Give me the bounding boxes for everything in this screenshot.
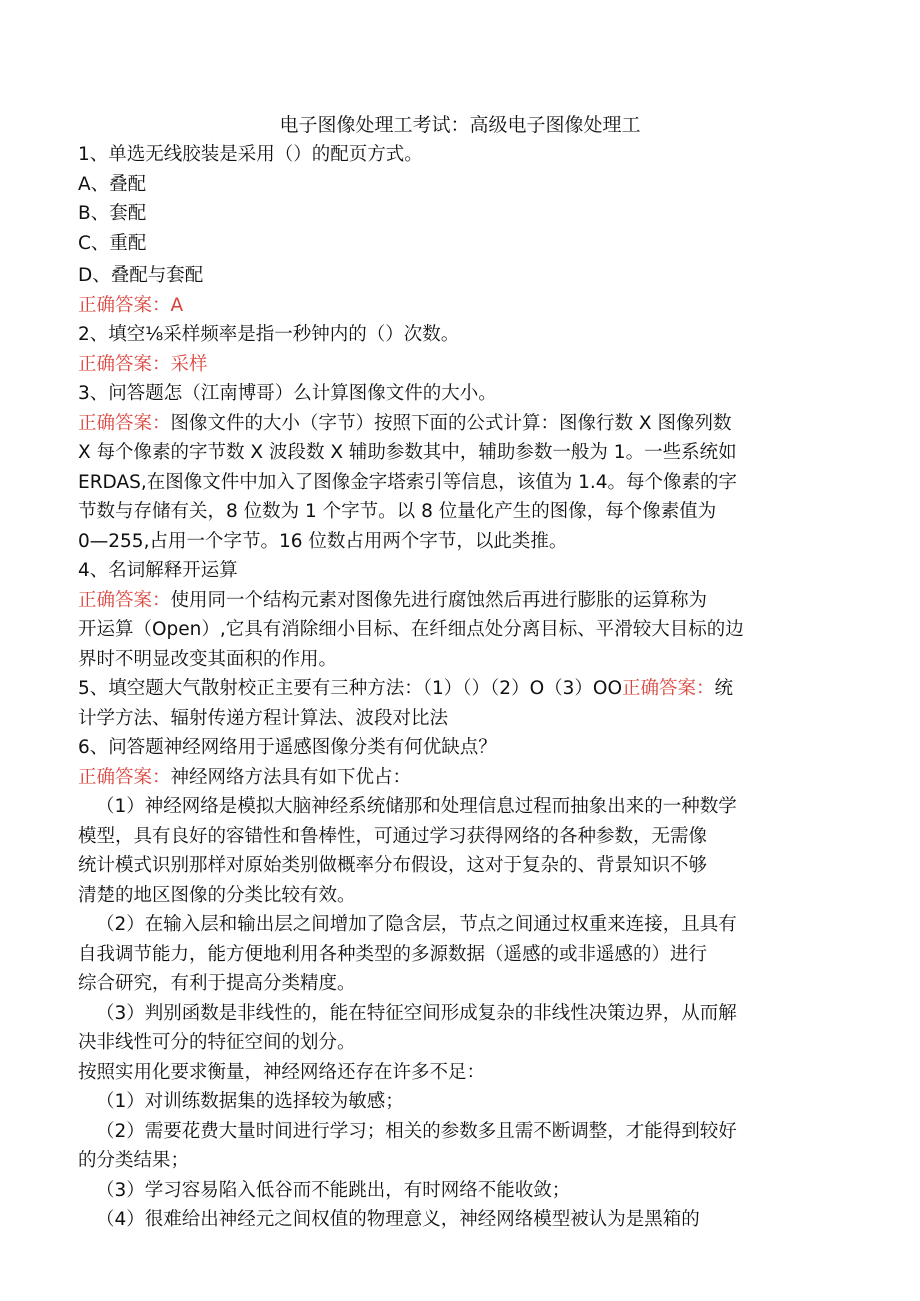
option-b: B、套配: [78, 203, 147, 224]
answer-3-line-4: 节数与存储有关，8 位数为 1 个字节。以 8 位量化产生的图像，每个像素值为: [78, 501, 717, 522]
answer-5-line-2: 计学方法、辐射传递方程计算法、波段对比法: [78, 707, 449, 729]
answer-3-line-1: [78, 409, 838, 439]
answer-4-text-1: 使用同一个结构元素对图像先进行腐蚀然后再进行膨胀的运算称为: [170, 589, 708, 611]
answer-label: 正确答案：: [78, 294, 171, 316]
answer-label: 正确答案：: [622, 678, 715, 699]
answer-3-line-3: ERDAS,在图像文件中加入了图像金字塔索引等信息，该值为 1.4。每个像素的字: [78, 471, 738, 493]
option-d: D、叠配与套配: [78, 265, 204, 286]
answer-4-line-3: 界时不明显改变其面积的作用。: [78, 648, 338, 670]
answer-label: 正确答案：: [78, 766, 171, 788]
question-5: [78, 674, 838, 704]
question-6: 6、问答题神经网络用于遥感图像分类有何优缺点？: [78, 737, 497, 758]
question-2: 2、填空⅛采样频率是指一秒钟内的（）次数。: [78, 324, 460, 345]
answer-5-text-1: 统: [714, 678, 734, 699]
question-3: 3、问答题怎（江南博哥）么计算图像文件的大小。: [78, 383, 497, 404]
option-c: C、重配: [78, 232, 147, 254]
answer-1: [78, 291, 838, 321]
answer-2-value: 采样: [170, 353, 208, 375]
question-4: 4、名词解释开运算: [78, 560, 238, 581]
advantage-3-line-2: 决非线性可分的特征空间的划分。: [78, 1032, 356, 1053]
answer-3-line-2: X 每个像素的字节数 X 波段数 X 辅助参数其中，辅助参数一般为 1。一些系统如: [78, 442, 737, 463]
disadvantage-1: （1）对训练数据集的选择较为敏感；: [96, 1091, 404, 1112]
answer-label: 正确答案：: [78, 412, 171, 434]
answer-4-line-2: 开运算（Open）,它具有消除细小目标、在纤细点处分离目标、平滑较大目标的边: [78, 619, 744, 640]
option-a: A、叠配: [78, 173, 147, 195]
document-body: [78, 140, 838, 1235]
advantage-3-line-1: （3）判别函数是非线性的，能在特征空间形成复杂的非线性决策边界，从而解: [96, 1002, 737, 1024]
answer-2: [78, 350, 838, 380]
disadvantage-3: （3）学习容易陷入低谷而不能跳出，有时网络不能收敛；: [96, 1179, 571, 1201]
question-5-text: 5、填空题大气散射校正主要有三种方法：（1）（）（2）O（3）OO: [78, 678, 623, 699]
answer-3-text-1: 图像文件的大小（字节）按照下面的公式计算：图像行数 X 图像列数: [170, 412, 732, 434]
advantage-2-line-3: 综合研究，有利于提高分类精度。: [78, 973, 356, 994]
answer-6-intro: [78, 763, 838, 793]
answer-label: 正确答案：: [78, 589, 171, 611]
advantage-1-line-3: 统计模式识别那样对原始类别做概率分布假设，这对于复杂的、背景知识不够: [78, 855, 708, 876]
disadvantage-2-line-2: 的分类结果；: [78, 1150, 190, 1171]
advantage-2-line-1: （2）在输入层和输出层之间增加了隐含层，节点之间通过权重来连接，且具有: [96, 914, 737, 935]
disadvantages-intro: 按照实用化要求衡量，神经网络还存在许多不足：: [78, 1061, 486, 1083]
disadvantage-4: （4）很难给出神经元之间权值的物理意义，神经网络模型被认为是黑箱的: [96, 1209, 700, 1230]
answer-6-intro-text: 神经网络方法具有如下优占：: [170, 766, 412, 788]
answer-3-line-5: 0—255,占用一个字节。16 位数占用两个字节，以此类推。: [78, 530, 568, 552]
document-title: 电子图像处理工考试：高级电子图像处理工: [279, 114, 641, 136]
answer-1-value: A: [170, 294, 184, 316]
advantage-2-line-2: 自我调节能力，能方便地利用各种类型的多源数据（遥感的或非遥感的）进行: [78, 943, 708, 965]
advantage-1-line-1: （1）神经网络是模拟大脑神经系统储那和处理信息过程而抽象出来的一种数学: [96, 796, 737, 817]
disadvantage-2-line-1: （2）需要花费大量时间进行学习；相关的参数多且需不断调整，才能得到较好: [96, 1120, 737, 1142]
advantage-1-line-2: 模型，具有良好的容错性和鲁棒性，可通过学习获得网络的各种参数，无需像: [78, 825, 708, 847]
question-1: 1、单选无线胶装是采用（）的配页方式。: [78, 144, 423, 165]
advantage-1-line-4: 清楚的地区图像的分类比较有效。: [78, 884, 356, 906]
answer-4-line-1: [78, 586, 838, 616]
answer-label: 正确答案：: [78, 353, 171, 375]
